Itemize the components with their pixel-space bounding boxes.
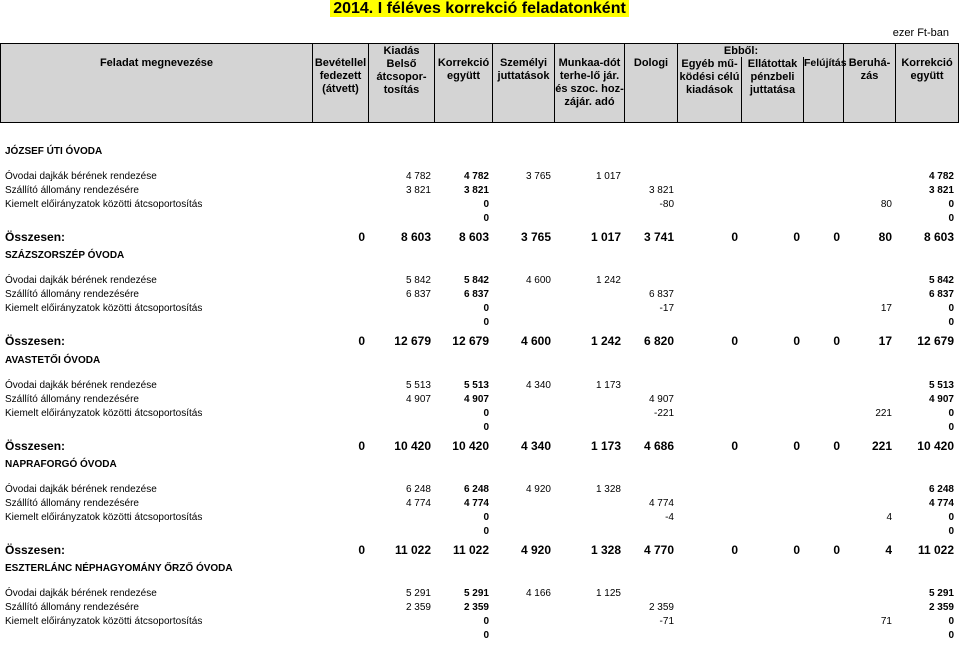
cell-c11: 0 xyxy=(948,526,954,537)
cell-c3: 0 xyxy=(483,526,489,537)
cell-c6: 4 774 xyxy=(648,498,674,509)
total-c5: 1 017 xyxy=(590,230,621,244)
cell-c3: 0 xyxy=(483,213,489,224)
table-row xyxy=(0,498,959,510)
total-c1: 0 xyxy=(358,334,365,348)
total-c7: 0 xyxy=(731,543,738,557)
header-bevetellel: Bevétellel fedezett (átvett) xyxy=(313,44,369,122)
cell-c3: 0 xyxy=(483,199,489,210)
table-row xyxy=(0,317,959,329)
cell-c10: 17 xyxy=(880,303,892,314)
total-c3: 8 603 xyxy=(458,230,489,244)
cell-c2: 6 248 xyxy=(405,484,431,495)
table-row xyxy=(0,408,959,420)
table-row xyxy=(0,422,959,434)
cell-c6: -80 xyxy=(659,199,674,210)
cell-c3: 0 xyxy=(483,303,489,314)
total-label: Összesen: xyxy=(5,439,66,453)
cell-c4: 4 920 xyxy=(525,484,551,495)
total-c10: 17 xyxy=(878,334,892,348)
table-row xyxy=(0,303,959,315)
total-c4: 4 340 xyxy=(520,439,551,453)
total-c2: 11 022 xyxy=(394,543,431,557)
cell-c6: -4 xyxy=(665,512,674,523)
table-row xyxy=(0,526,959,538)
cell-c4: 3 765 xyxy=(525,171,551,182)
total-label: Összesen: xyxy=(5,543,66,557)
header-kiadas xyxy=(369,44,435,122)
total-c11: 10 420 xyxy=(917,439,954,453)
total-c10: 221 xyxy=(871,439,892,453)
total-c5: 1 328 xyxy=(590,543,621,557)
cell-c10: 221 xyxy=(875,408,892,419)
cell-c4: 4 166 xyxy=(525,588,551,599)
cell-c4: 4 600 xyxy=(525,275,551,286)
table-row xyxy=(0,380,959,392)
cell-c2: 4 774 xyxy=(405,498,431,509)
cell-c3: 0 xyxy=(483,422,489,433)
cell-c11: 5 842 xyxy=(928,275,954,286)
row-label: Kiemelt előirányzatok közötti átcsoportosítás xyxy=(5,512,203,523)
cell-c2: 5 842 xyxy=(405,275,431,286)
section-name: AVASTETŐI ÓVODA xyxy=(5,355,101,366)
total-c3: 10 420 xyxy=(452,439,489,453)
cell-c2: 2 359 xyxy=(405,602,431,613)
row-label: Szállító állomány rendezésére xyxy=(5,289,139,300)
total-c9: 0 xyxy=(833,439,840,453)
cell-c3: 4 774 xyxy=(463,498,489,509)
table-row xyxy=(0,630,959,642)
cell-c11: 4 774 xyxy=(928,498,954,509)
cell-c10: 4 xyxy=(886,512,892,523)
table-row xyxy=(0,185,959,197)
cell-c10: 80 xyxy=(880,199,892,210)
row-label: Kiemelt előirányzatok közötti átcsoportosítás xyxy=(5,303,203,314)
cell-c11: 4 907 xyxy=(928,394,954,405)
row-label: Óvodai dajkák bérének rendezése xyxy=(5,484,157,495)
total-row xyxy=(0,229,959,245)
total-c10: 4 xyxy=(885,543,892,557)
section-name: JÓZSEF ÚTI ÓVODA xyxy=(5,146,103,157)
cell-c10: 71 xyxy=(880,616,892,627)
total-row xyxy=(0,542,959,558)
section-header xyxy=(0,250,959,262)
cell-c11: 6 837 xyxy=(928,289,954,300)
header-munkaado: Munkaa-dót terhe-lő jár. és szoc. hoz-zájár. adó xyxy=(555,44,625,122)
total-c11: 8 603 xyxy=(923,230,954,244)
header-ebbol: Ebből: xyxy=(723,45,759,57)
total-c11: 11 022 xyxy=(917,543,954,557)
cell-c3: 0 xyxy=(483,408,489,419)
total-c9: 0 xyxy=(833,543,840,557)
total-c7: 0 xyxy=(731,439,738,453)
cell-c2: 5 513 xyxy=(405,380,431,391)
table-row xyxy=(0,213,959,225)
table-row xyxy=(0,616,959,628)
header-dologi: Dologi xyxy=(625,44,678,122)
row-label: Szállító állomány rendezésére xyxy=(5,602,139,613)
total-c11: 12 679 xyxy=(917,334,954,348)
cell-c11: 0 xyxy=(948,317,954,328)
cell-c6: -221 xyxy=(653,408,674,419)
row-label: Kiemelt előirányzatok közötti átcsoportosítás xyxy=(5,616,203,627)
unit-label: ezer Ft-ban xyxy=(892,27,949,39)
total-label: Összesen: xyxy=(5,230,66,244)
cell-c3: 2 359 xyxy=(463,602,489,613)
total-row xyxy=(0,438,959,454)
cell-c6: 2 359 xyxy=(648,602,674,613)
row-label: Óvodai dajkák bérének rendezése xyxy=(5,275,157,286)
total-c7: 0 xyxy=(731,230,738,244)
cell-c3: 4 907 xyxy=(463,394,489,405)
cell-c5: 1 017 xyxy=(595,171,621,182)
cell-c5: 1 173 xyxy=(595,380,621,391)
cell-c6: -17 xyxy=(659,303,674,314)
cell-c3: 5 842 xyxy=(463,275,489,286)
total-c4: 3 765 xyxy=(520,230,551,244)
header-egyeb: Egyéb mű-ködési célú kiadások xyxy=(678,57,742,122)
total-c6: 4 770 xyxy=(643,543,674,557)
total-c8: 0 xyxy=(793,230,800,244)
cell-c5: 1 125 xyxy=(595,588,621,599)
total-c9: 0 xyxy=(833,230,840,244)
cell-c6: 3 821 xyxy=(648,185,674,196)
cell-c3: 6 248 xyxy=(463,484,489,495)
total-c8: 0 xyxy=(793,334,800,348)
cell-c6: 6 837 xyxy=(648,289,674,300)
section-header xyxy=(0,355,959,367)
header-korrekcio-2: Korrekció együtt xyxy=(901,57,953,82)
section-header xyxy=(0,146,959,158)
section-name: NAPRAFORGÓ ÓVODA xyxy=(5,459,117,470)
cell-c11: 2 359 xyxy=(928,602,954,613)
header-szemelyi: Személyi juttatások xyxy=(493,44,555,122)
total-c2: 12 679 xyxy=(394,334,431,348)
cell-c3: 0 xyxy=(483,317,489,328)
header-beruhazas: Beruhá-zás xyxy=(844,44,896,122)
cell-c3: 3 821 xyxy=(463,185,489,196)
cell-c11: 0 xyxy=(948,512,954,523)
total-c1: 0 xyxy=(358,543,365,557)
total-c3: 11 022 xyxy=(452,543,489,557)
cell-c2: 6 837 xyxy=(405,289,431,300)
row-label: Szállító állomány rendezésére xyxy=(5,185,139,196)
cell-c2: 3 821 xyxy=(405,185,431,196)
cell-c11: 5 291 xyxy=(928,588,954,599)
header-ellatottak: Ellátottak pénzbeli juttatása xyxy=(742,57,804,122)
total-row xyxy=(0,333,959,349)
cell-c5: 1 328 xyxy=(595,484,621,495)
total-label: Összesen: xyxy=(5,334,66,348)
cell-c4: 4 340 xyxy=(525,380,551,391)
row-label: Kiemelt előirányzatok közötti átcsoportosítás xyxy=(5,199,203,210)
total-c6: 3 741 xyxy=(643,230,674,244)
page-title: 2014. I féléves korrekció feladatonként xyxy=(0,0,959,17)
total-c5: 1 173 xyxy=(590,439,621,453)
table-row xyxy=(0,602,959,614)
section-name: SZÁZSZORSZÉP ÓVODA xyxy=(5,250,125,261)
cell-c3: 6 837 xyxy=(463,289,489,300)
row-label: Kiemelt előirányzatok közötti átcsoportosítás xyxy=(5,408,203,419)
section-header xyxy=(0,563,959,575)
cell-c3: 0 xyxy=(483,512,489,523)
row-label: Óvodai dajkák bérének rendezése xyxy=(5,588,157,599)
total-c1: 0 xyxy=(358,230,365,244)
header-feladat: Feladat megnevezése xyxy=(1,44,313,122)
total-c3: 12 679 xyxy=(452,334,489,348)
table-row xyxy=(0,289,959,301)
table-row xyxy=(0,512,959,524)
total-c2: 10 420 xyxy=(394,439,431,453)
header-kiadas-top: Kiadás xyxy=(383,45,420,57)
table-row xyxy=(0,199,959,211)
row-label: Szállító állomány rendezésére xyxy=(5,394,139,405)
cell-c3: 5 291 xyxy=(463,588,489,599)
table-row xyxy=(0,275,959,287)
cell-c11: 0 xyxy=(948,213,954,224)
header-felujitas: Felújítás xyxy=(804,44,844,122)
cell-c11: 0 xyxy=(948,408,954,419)
row-label: Óvodai dajkák bérének rendezése xyxy=(5,171,157,182)
section-name: ESZTERLÁNC NÉPHAGYOMÁNY ŐRZŐ ÓVODA xyxy=(5,563,233,574)
row-label: Szállító állomány rendezésére xyxy=(5,498,139,509)
cell-c11: 0 xyxy=(948,303,954,314)
cell-c11: 6 248 xyxy=(928,484,954,495)
header-belso: Belső átcsopor-tosítás xyxy=(376,58,427,96)
table-row xyxy=(0,484,959,496)
total-c9: 0 xyxy=(833,334,840,348)
table-row xyxy=(0,588,959,600)
row-label: Óvodai dajkák bérének rendezése xyxy=(5,380,157,391)
section-header xyxy=(0,459,959,471)
table-header xyxy=(0,43,959,123)
cell-c6: 4 907 xyxy=(648,394,674,405)
header-korrekcio-1: Korrekció együtt xyxy=(435,44,493,122)
cell-c11: 0 xyxy=(948,630,954,641)
total-c5: 1 242 xyxy=(590,334,621,348)
cell-c3: 5 513 xyxy=(463,380,489,391)
cell-c11: 4 782 xyxy=(928,171,954,182)
total-c2: 8 603 xyxy=(400,230,431,244)
total-c6: 4 686 xyxy=(643,439,674,453)
cell-c2: 4 782 xyxy=(405,171,431,182)
table-row xyxy=(0,171,959,183)
total-c7: 0 xyxy=(731,334,738,348)
total-c4: 4 920 xyxy=(520,543,551,557)
total-c8: 0 xyxy=(793,439,800,453)
total-c8: 0 xyxy=(793,543,800,557)
cell-c3: 0 xyxy=(483,616,489,627)
cell-c3: 4 782 xyxy=(463,171,489,182)
total-c10: 80 xyxy=(878,230,892,244)
cell-c11: 0 xyxy=(948,422,954,433)
cell-c11: 3 821 xyxy=(928,185,954,196)
cell-c6: -71 xyxy=(659,616,674,627)
table-row xyxy=(0,394,959,406)
cell-c5: 1 242 xyxy=(595,275,621,286)
cell-c2: 5 291 xyxy=(405,588,431,599)
total-c6: 6 820 xyxy=(643,334,674,348)
cell-c11: 0 xyxy=(948,616,954,627)
cell-c2: 4 907 xyxy=(405,394,431,405)
total-c4: 4 600 xyxy=(520,334,551,348)
total-c1: 0 xyxy=(358,439,365,453)
cell-c11: 5 513 xyxy=(928,380,954,391)
cell-c3: 0 xyxy=(483,630,489,641)
cell-c11: 0 xyxy=(948,199,954,210)
